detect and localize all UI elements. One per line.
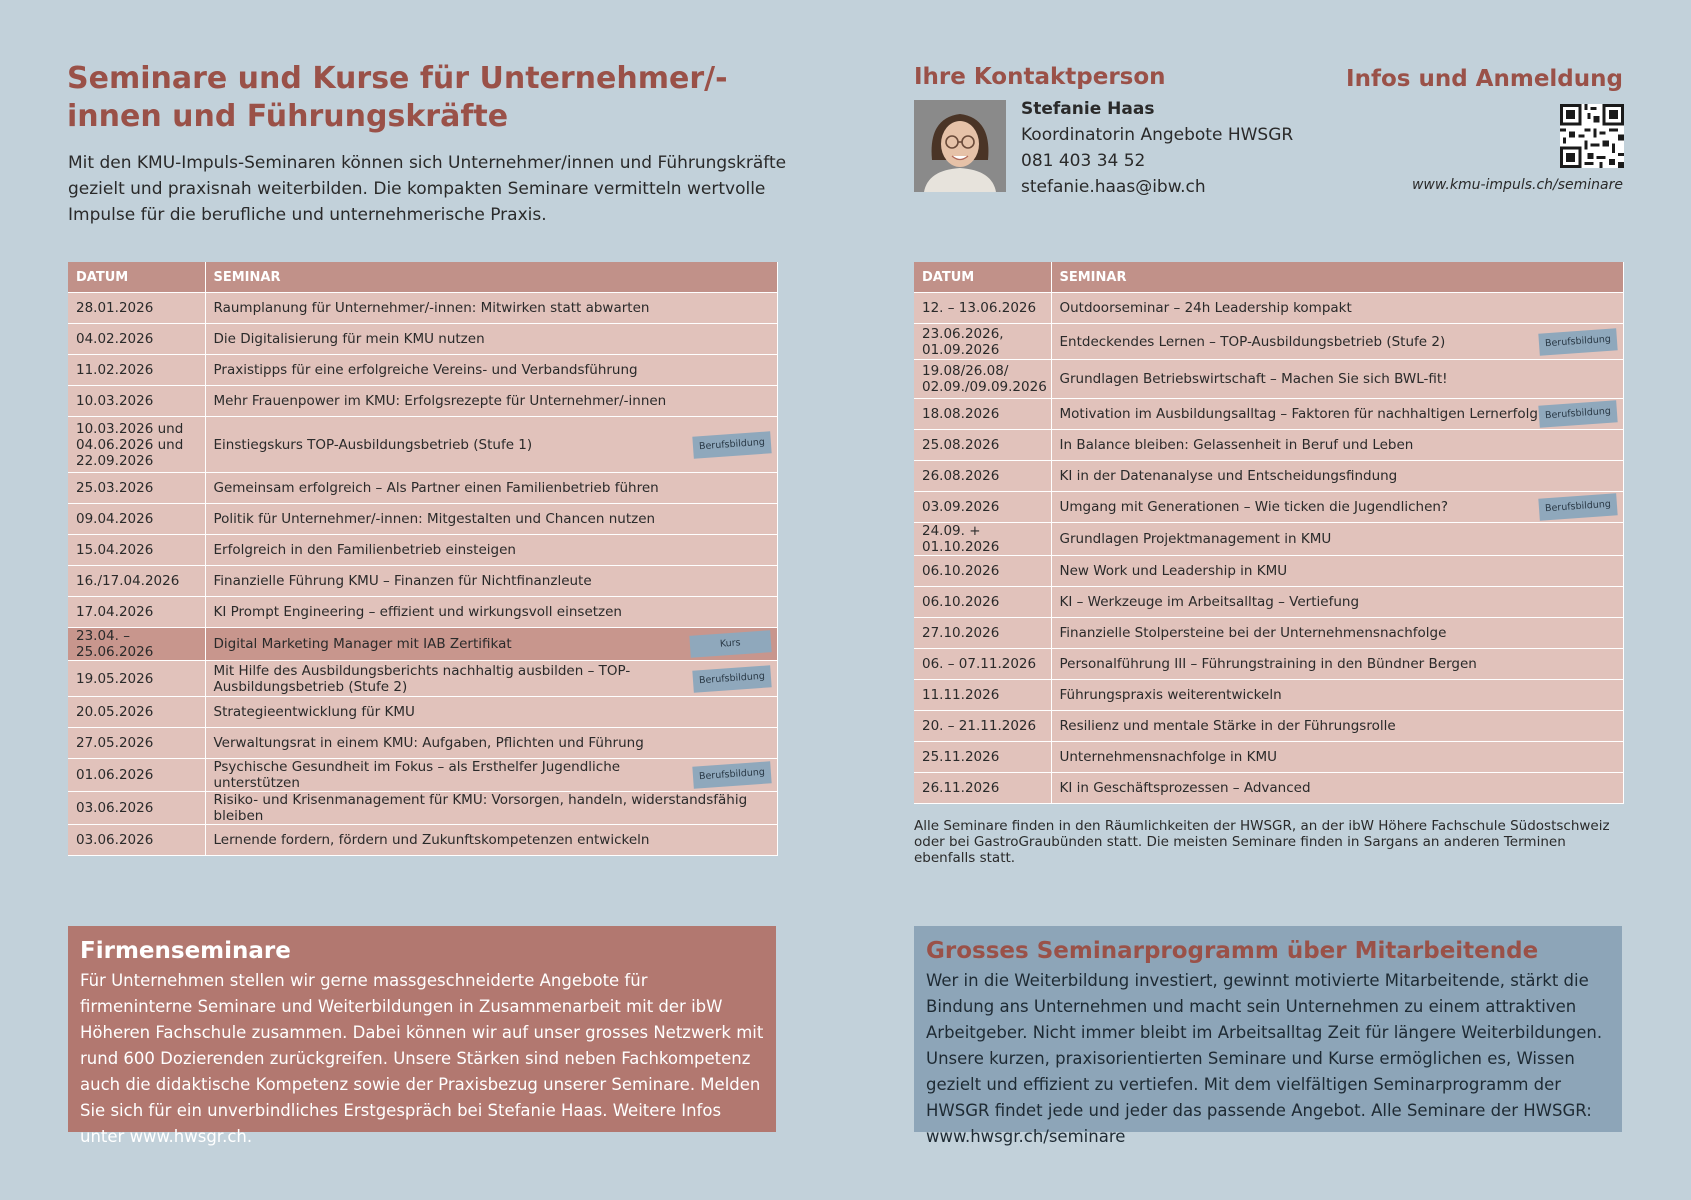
row-date: 25.08.2026 — [914, 430, 1051, 461]
table-row[interactable] — [68, 792, 778, 825]
row-seminar[interactable] — [205, 504, 778, 535]
row-date: 27.10.2026 — [914, 618, 1051, 649]
table-row[interactable] — [68, 293, 778, 324]
table-row[interactable] — [68, 566, 778, 597]
category-badge: Berufsbildung — [692, 761, 771, 788]
location-note: Alle Seminare finden in den Räumlichkeiten der HWSGR, an der ibW Höhere Fachschule Südostschweiz oder bei GastroGraubünden statt. Die meisten Seminare finden in Sargans an anderen Terminen ebenfalls statt. — [914, 818, 1610, 866]
row-seminar-title: Digital Marketing Manager mit IAB Zertifikat — [213, 636, 512, 652]
row-date: 26.08.2026 — [914, 461, 1051, 492]
category-badge: Berufsbildung — [692, 431, 771, 458]
row-seminar-title: Erfolgreich in den Familienbetrieb einsteigen — [213, 542, 516, 558]
row-seminar-title: In Balance bleiben: Gelassenheit in Beruf und Leben — [1059, 437, 1414, 453]
row-seminar-title: Mehr Frauenpower im KMU: Erfolgsrezepte für Unternehmer/-innen — [213, 393, 667, 409]
row-date: 27.05.2026 — [68, 728, 205, 759]
row-date: 03.09.2026 — [914, 492, 1051, 523]
row-seminar-title: Verwaltungsrat in einem KMU: Aufgaben, Pflichten und Führung — [213, 735, 644, 751]
row-seminar-title: Entdeckendes Lernen – TOP-Ausbildungsbetrieb (Stufe 2) — [1059, 333, 1446, 350]
row-date: 25.11.2026 — [914, 742, 1051, 773]
row-seminar[interactable] — [1051, 399, 1624, 430]
row-seminar[interactable] — [1051, 461, 1624, 492]
row-seminar[interactable] — [205, 386, 778, 417]
table-row[interactable] — [914, 773, 1624, 804]
contact-phone[interactable]: 081 403 34 52 — [1021, 151, 1146, 171]
row-seminar[interactable] — [205, 661, 778, 697]
col-header-date: DATUM — [914, 262, 1051, 293]
row-seminar-title: New Work und Leadership in KMU — [1059, 563, 1288, 579]
table-row[interactable] — [914, 399, 1624, 430]
row-date: 06.10.2026 — [914, 556, 1051, 587]
contact-heading: Ihre Kontaktperson — [914, 64, 1166, 90]
row-date: 03.06.2026 — [68, 825, 205, 856]
row-seminar[interactable] — [205, 535, 778, 566]
table-row[interactable] — [914, 324, 1624, 360]
table-row[interactable] — [68, 728, 778, 759]
row-seminar[interactable] — [205, 697, 778, 728]
table-row[interactable] — [68, 628, 778, 661]
row-date: 25.03.2026 — [68, 473, 205, 504]
row-seminar-title: Finanzielle Stolpersteine bei der Unternehmensnachfolge — [1059, 625, 1447, 641]
contact-role: Koordinatorin Angebote HWSGR — [1021, 125, 1294, 145]
row-seminar-title: Einstiegskurs TOP-Ausbildungsbetrieb (Stufe 1) — [213, 436, 533, 453]
row-seminar-title: Lernende fordern, fördern und Zukunftskompetenzen entwickeln — [213, 832, 650, 848]
row-seminar[interactable] — [205, 355, 778, 386]
row-seminar[interactable] — [1051, 587, 1624, 618]
table-header — [914, 262, 1624, 293]
row-date: 20. – 21.11.2026 — [914, 711, 1051, 742]
row-seminar-title: Die Digitalisierung für mein KMU nutzen — [213, 331, 485, 347]
row-date: 09.04.2026 — [68, 504, 205, 535]
seminar-table-right — [914, 262, 1624, 804]
row-seminar-title: Strategieentwicklung für KMU — [213, 704, 415, 720]
table-row[interactable] — [68, 661, 778, 697]
row-seminar[interactable] — [1051, 523, 1624, 556]
row-date: 04.02.2026 — [68, 324, 205, 355]
row-seminar[interactable] — [1051, 649, 1624, 680]
row-date: 10.03.2026 — [68, 386, 205, 417]
table-row[interactable] — [914, 492, 1624, 523]
table-row[interactable] — [68, 759, 778, 792]
table-row[interactable] — [914, 742, 1624, 773]
row-seminar[interactable] — [1051, 680, 1624, 711]
table-row[interactable] — [914, 461, 1624, 492]
row-seminar[interactable] — [205, 825, 778, 856]
intro-text: Mit den KMU-Impuls-Seminaren können sich Unternehmer/innen und Führungskräfte gezielt und praxisnah weiterbilden. Die kompakten Seminare vermitteln wertvolle Impulse für die berufliche und unternehmerische Praxis. — [68, 153, 787, 225]
firmenseminare-box — [68, 926, 776, 1146]
row-date: 11.11.2026 — [914, 680, 1051, 711]
category-badge: Berufsbildung — [1538, 400, 1617, 427]
table-row[interactable] — [68, 697, 778, 728]
row-seminar[interactable] — [205, 728, 778, 759]
table-row[interactable] — [68, 597, 778, 628]
seminarprogramm-heading: Grosses Seminarprogramm über Mitarbeitende — [926, 938, 1539, 964]
row-date: 19.08/26.08/ 02.09./09.09.2026 — [914, 360, 1051, 399]
row-date: 06. – 07.11.2026 — [914, 649, 1051, 680]
table-row[interactable] — [68, 355, 778, 386]
row-seminar[interactable] — [205, 628, 778, 661]
row-seminar-title: Grundlagen Projektmanagement in KMU — [1059, 531, 1332, 547]
row-seminar[interactable] — [205, 759, 778, 792]
row-seminar-title: Raumplanung für Unternehmer/-innen: Mitwirken statt abwarten — [213, 300, 650, 316]
row-seminar[interactable] — [1051, 492, 1624, 523]
row-date: 17.04.2026 — [68, 597, 205, 628]
row-seminar-title: Führungspraxis weiterentwickeln — [1059, 687, 1282, 703]
qr-code-icon[interactable] — [1560, 104, 1624, 168]
row-date: 23.04. – 25.06.2026 — [68, 628, 205, 661]
row-seminar-title: KI in der Datenanalyse und Entscheidungsfindung — [1059, 468, 1398, 484]
infos-url[interactable]: www.kmu-impuls.ch/seminare — [1411, 177, 1623, 193]
contact-details — [1021, 96, 1293, 200]
row-seminar[interactable] — [205, 792, 778, 825]
row-seminar-title: Unternehmensnachfolge in KMU — [1059, 749, 1278, 765]
row-seminar[interactable] — [205, 473, 778, 504]
row-seminar-title: Grundlagen Betriebswirtschaft – Machen Sie sich BWL-fit! — [1059, 371, 1448, 387]
row-seminar-title: Finanzielle Führung KMU – Finanzen für Nichtfinanzleute — [213, 573, 592, 589]
row-seminar[interactable] — [205, 566, 778, 597]
table-row[interactable] — [914, 618, 1624, 649]
row-seminar-title: Motivation im Ausbildungsalltag – Faktoren für nachhaltigen Lernerfolg — [1059, 406, 1539, 422]
row-date: 12. – 13.06.2026 — [914, 293, 1051, 324]
row-seminar[interactable] — [205, 417, 778, 473]
row-date: 24.09. + 01.10.2026 — [914, 523, 1051, 556]
row-date: 23.06.2026, 01.09.2026 — [914, 324, 1051, 360]
row-date: 26.11.2026 — [914, 773, 1051, 804]
row-seminar-title: Personalführung III – Führungstraining in den Bündner Bergen — [1059, 656, 1477, 672]
table-header — [68, 262, 778, 293]
category-badge: Berufsbildung — [692, 665, 771, 692]
row-seminar-title: KI Prompt Engineering – effizient und wirkungsvoll einsetzen — [213, 604, 622, 620]
row-seminar-title: Psychische Gesundheit im Fokus – als Ersthelfer Jugendliche unterstützen — [213, 759, 621, 791]
category-badge: Berufsbildung — [1538, 493, 1617, 520]
row-seminar-title: Politik für Unternehmer/-innen: Mitgestalten und Chancen nutzen — [213, 511, 656, 527]
table-row[interactable] — [914, 680, 1624, 711]
row-date: 16./17.04.2026 — [68, 566, 205, 597]
row-date: 10.03.2026 und 04.06.2026 und 22.09.2026 — [68, 417, 205, 473]
row-seminar-title: Umgang mit Generationen – Wie ticken die Jugendlichen? — [1059, 499, 1449, 515]
col-header-date: DATUM — [68, 262, 205, 293]
row-seminar[interactable] — [1051, 556, 1624, 587]
table-row[interactable] — [68, 504, 778, 535]
contact-name: Stefanie Haas — [1021, 99, 1155, 119]
row-seminar-title: Praxistipps für eine erfolgreiche Vereins- und Verbandsführung — [213, 362, 638, 378]
row-seminar[interactable] — [1051, 360, 1624, 399]
row-seminar-title: Outdoorseminar – 24h Leadership kompakt — [1059, 300, 1352, 316]
row-seminar[interactable] — [205, 324, 778, 355]
table-row[interactable] — [914, 360, 1624, 399]
firmenseminare-text: Für Unternehmen stellen wir gerne massgeschneiderte Angebote für firmeninterne Seminare und Weiterbildungen in Zusammenarbeit mit der ibW Höheren Fachschule zusammen. Dabei können wir auf unser grosses Netzwerk mit rund 600 Dozierenden zurückgreifen. Unsere Stärken sind neben Fachkompetenz auch die didaktische Kompetenz sowie der Praxisbezug unserer Seminare. Melden Sie sich für ein unverbindliches Erstgespräch bei Stefanie Haas. Weitere Infos unter www.hwsgr.ch. — [80, 971, 764, 1146]
row-seminar-title: Gemeinsam erfolgreich – Als Partner einen Familienbetrieb führen — [213, 480, 659, 496]
row-seminar[interactable] — [1051, 324, 1624, 360]
row-date: 19.05.2026 — [68, 661, 205, 697]
row-date: 15.04.2026 — [68, 535, 205, 566]
row-date: 28.01.2026 — [68, 293, 205, 324]
contact-email[interactable]: stefanie.haas@ibw.ch — [1021, 177, 1206, 197]
infos-heading: Infos und Anmeldung — [1346, 66, 1623, 92]
contact-photo — [914, 100, 1006, 192]
row-seminar-title: KI – Werkzeuge im Arbeitsalltag – Vertiefung — [1059, 594, 1360, 610]
page-title: Seminare und Kurse für Unternehmer/-innen und Führungskräfte — [67, 61, 728, 134]
row-seminar-title: KI in Geschäftsprozessen – Advanced — [1059, 780, 1311, 796]
row-date: 06.10.2026 — [914, 587, 1051, 618]
table-row[interactable] — [914, 523, 1624, 556]
row-seminar-title: Risiko- und Krisenmanagement für KMU: Vorsorgen, handeln, widerstandsfähig bleiben — [213, 792, 748, 824]
table-row[interactable] — [68, 825, 778, 856]
seminarprogramm-box — [914, 926, 1622, 1146]
row-date: 20.05.2026 — [68, 697, 205, 728]
table-row[interactable] — [914, 711, 1624, 742]
table-row[interactable] — [68, 417, 778, 473]
table-row[interactable] — [68, 473, 778, 504]
table-row[interactable] — [914, 556, 1624, 587]
table-row[interactable] — [68, 535, 778, 566]
col-header-seminar: SEMINAR — [1051, 262, 1624, 293]
row-date: 01.06.2026 — [68, 759, 205, 792]
col-header-seminar: SEMINAR — [205, 262, 778, 293]
seminarprogramm-text: Wer in die Weiterbildung investiert, gewinnt motivierte Mitarbeitende, stärkt die Bindung ans Unternehmen und macht sein Unternehmen zu einem attraktiven Arbeitgeber. Nicht immer bleibt im Arbeitsalltag Zeit für längere Weiterbildungen. Unsere kurzen, praxisorientierten Seminare und Kurse ermöglichen es, Wissen gezielt und effizient zu vertiefen. Mit dem vielfältigen Seminarprogramm der HWSGR findet jede und jeder das passende Angebot. Alle Seminare der HWSGR: www.hwsgr.ch/seminare — [926, 971, 1603, 1146]
category-badge: Kurs — [690, 630, 772, 658]
row-seminar[interactable] — [205, 293, 778, 324]
table-row[interactable] — [914, 293, 1624, 324]
row-seminar[interactable] — [1051, 430, 1624, 461]
table-row[interactable] — [914, 430, 1624, 461]
row-seminar[interactable] — [1051, 618, 1624, 649]
row-seminar-title: Mit Hilfe des Ausbildungsberichts nachhaltig ausbilden – TOP-Ausbildungsbetrieb (Stufe 2) — [213, 662, 631, 695]
row-seminar[interactable] — [1051, 773, 1624, 804]
firmenseminare-heading: Firmenseminare — [80, 938, 291, 964]
row-seminar[interactable] — [1051, 742, 1624, 773]
table-row[interactable] — [914, 649, 1624, 680]
table-row[interactable] — [914, 587, 1624, 618]
table-row[interactable] — [68, 386, 778, 417]
seminar-table-left — [68, 262, 778, 856]
row-seminar[interactable] — [1051, 711, 1624, 742]
category-badge: Berufsbildung — [1538, 328, 1617, 355]
row-seminar[interactable] — [205, 597, 778, 628]
row-date: 03.06.2026 — [68, 792, 205, 825]
row-seminar-title: Resilienz und mentale Stärke in der Führungsrolle — [1059, 718, 1396, 734]
row-date: 11.02.2026 — [68, 355, 205, 386]
table-row[interactable] — [68, 324, 778, 355]
row-seminar[interactable] — [1051, 293, 1624, 324]
row-date: 18.08.2026 — [914, 399, 1051, 430]
